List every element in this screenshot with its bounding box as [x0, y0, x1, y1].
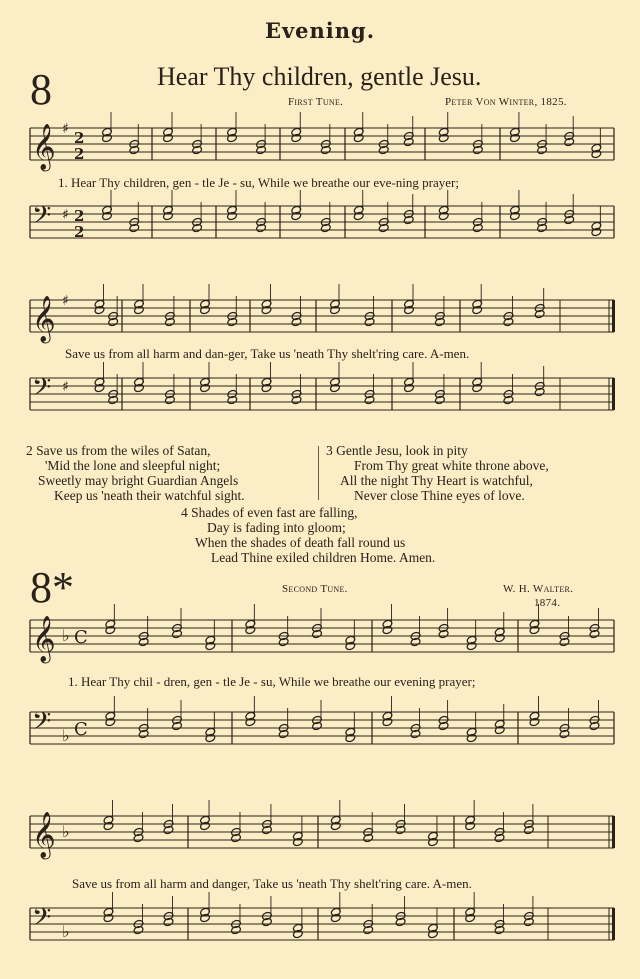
svg-text:𝄢: 𝄢: [32, 903, 52, 938]
composer: W. H. Walter.: [503, 583, 574, 595]
svg-text:2: 2: [74, 145, 85, 163]
verse-2: [26, 443, 245, 503]
svg-text:𝄞: 𝄞: [32, 296, 56, 342]
tune-label: Second Tune.: [282, 583, 348, 595]
svg-text:♯: ♯: [62, 207, 69, 223]
verse-divider: [318, 446, 319, 500]
tune-label: First Tune.: [288, 96, 344, 108]
composer: Peter Von Winter, 1825.: [445, 96, 567, 108]
svg-text:𝄢: 𝄢: [32, 707, 52, 742]
hymn1-lyrics-line2: Save us from all harm and dan-ger, Take us 'neath Thy shelt'ring care. A-men.: [65, 346, 470, 361]
verse-line: Lead Thine exiled children Home. Amen.: [211, 550, 436, 565]
hymn-number: 8*: [30, 563, 74, 612]
verse-line: When the shades of death fall round us: [195, 535, 406, 550]
verse-line: 2 Save us from the wiles of Satan,: [26, 443, 211, 458]
svg-text:♯: ♯: [62, 121, 69, 137]
section-title: Evening.: [264, 18, 376, 43]
svg-text:♭: ♭: [62, 822, 70, 841]
verse-line: 3 Gentle Jesu, look in pity: [326, 443, 468, 458]
hymn1-system1-treble-staff: [0, 118, 640, 178]
svg-text:♭: ♭: [62, 922, 70, 941]
verse-line: Keep us 'neath their watchful sight.: [54, 488, 245, 503]
verse-line: All the night Thy Heart is watchful,: [340, 473, 533, 488]
verse-line: Day is fading into gloom;: [207, 520, 346, 535]
verse-line: Sweetly may bright Guardian Angels: [38, 473, 239, 488]
svg-text:♯: ♯: [62, 379, 69, 395]
svg-text:C: C: [74, 627, 88, 648]
svg-text:𝄢: 𝄢: [32, 201, 52, 236]
hymn1-system1-bass-staff: [0, 196, 640, 256]
hymn1-lyrics-line1: 1. Hear Thy children, gen - tle Je - su, While we breathe our eve-ning prayer;: [58, 175, 459, 190]
hymn2-system2-bass-staff: [0, 898, 640, 958]
svg-text:2: 2: [74, 129, 85, 147]
svg-text:♯: ♯: [62, 293, 69, 309]
verse-line: 4 Shades of even fast are falling,: [181, 505, 358, 520]
svg-text:𝄞: 𝄞: [32, 616, 56, 662]
hymn2-system2-treble-staff: [0, 806, 640, 866]
svg-text:2: 2: [74, 223, 85, 241]
verse-line: 'Mid the lone and sleepful night;: [45, 458, 221, 473]
hymn1-system2-bass-staff: [0, 368, 640, 428]
svg-text:𝄞: 𝄞: [32, 124, 56, 170]
verse-line: Never close Thine eyes of love.: [354, 488, 525, 503]
verse-4: [181, 505, 435, 565]
svg-text:𝄞: 𝄞: [32, 812, 56, 858]
svg-text:2: 2: [74, 207, 85, 225]
hymn1-system2-treble-staff: [0, 290, 640, 350]
verse-3: [326, 443, 549, 503]
hymn-number: 8: [30, 65, 52, 114]
svg-text:♭: ♭: [62, 726, 70, 745]
svg-text:𝄢: 𝄢: [32, 373, 52, 408]
hymn2-system1-bass-staff: [0, 702, 640, 762]
hymn2-system1-treble-staff: [0, 610, 640, 670]
hymn-first-line: Hear Thy children, gentle Jesu.: [157, 62, 482, 91]
composer-year: 1874.: [534, 597, 561, 609]
svg-text:C: C: [74, 719, 88, 740]
hymn2-lyrics-line2: Save us from all harm and danger, Take us 'neath Thy shelt'ring care. A-men.: [72, 876, 472, 891]
hymn2-lyrics-line1: 1. Hear Thy chil - dren, gen - tle Je - su, While we breathe our evening prayer;: [68, 674, 476, 689]
svg-text:♭: ♭: [62, 626, 70, 645]
verse-line: From Thy great white throne above,: [354, 458, 549, 473]
